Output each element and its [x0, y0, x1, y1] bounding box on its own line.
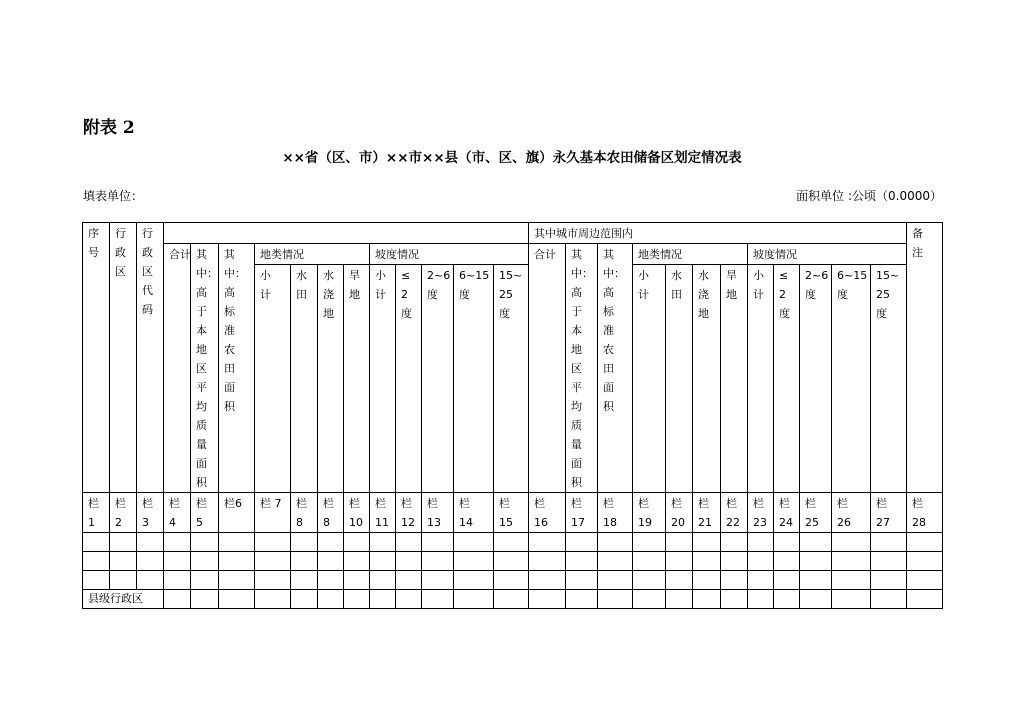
column-number-cell: 栏 13 [422, 493, 454, 533]
header-city-irrigated: 水 浇 地 [693, 265, 721, 493]
table-cell [832, 590, 871, 609]
table-cell [370, 571, 396, 590]
header-overall-high-standard: 其 中： 高 标 准 农 田 面 积 [219, 244, 255, 493]
table-cell [871, 552, 907, 571]
table-cell [529, 533, 566, 552]
data-row [83, 552, 943, 571]
table-cell [164, 552, 191, 571]
header-city-land-type: 地类情况 [633, 244, 748, 265]
table-cell [721, 552, 748, 571]
table-cell [494, 533, 529, 552]
table-cell [255, 571, 291, 590]
table-cell [291, 590, 318, 609]
table-cell [83, 552, 110, 571]
table-cell [721, 533, 748, 552]
table-cell [191, 533, 219, 552]
table-cell [721, 571, 748, 590]
column-number-cell: 栏 20 [666, 493, 693, 533]
column-number-cell: 栏 4 [164, 493, 191, 533]
table-cell [191, 590, 219, 609]
table-cell [832, 571, 871, 590]
table-cell [800, 552, 832, 571]
column-number-cell: 栏 1 [83, 493, 110, 533]
column-number-cell: 栏 19 [633, 493, 666, 533]
header-overall-slope-15-25: 15~ 25 度 [494, 265, 529, 493]
column-number-cell: 栏 27 [871, 493, 907, 533]
table-cell [344, 533, 370, 552]
table-cell [666, 571, 693, 590]
table-cell [318, 552, 344, 571]
column-number-cell: 栏 12 [396, 493, 422, 533]
county-total-label: 县级行政区 [83, 590, 164, 609]
column-number-cell: 栏 17 [566, 493, 598, 533]
header-row-1 [83, 223, 943, 244]
header-seq: 序 号 [83, 223, 110, 493]
table-cell [219, 590, 255, 609]
header-city-slope-subtotal: 小 计 [748, 265, 774, 493]
table-cell [454, 571, 494, 590]
header-city-land-subtotal: 小 计 [633, 265, 666, 493]
column-number-cell: 栏 15 [494, 493, 529, 533]
table-cell [454, 590, 494, 609]
table-cell [633, 552, 666, 571]
column-number-cell: 栏 21 [693, 493, 721, 533]
table-cell [907, 590, 943, 609]
header-overall-paddy: 水 田 [291, 265, 318, 493]
column-number-cell: 栏 23 [748, 493, 774, 533]
header-city-slope-6-15: 6~15 度 [832, 265, 871, 493]
header-overall-total: 合计 [164, 244, 191, 493]
table-cell [110, 571, 137, 590]
column-number-row [83, 493, 943, 533]
column-number-cell: 栏 8 [318, 493, 344, 533]
table-cell [344, 571, 370, 590]
table-cell [907, 571, 943, 590]
table-cell [598, 552, 633, 571]
table-cell [871, 533, 907, 552]
column-number-cell: 栏 28 [907, 493, 943, 533]
column-number-cell: 栏 24 [774, 493, 800, 533]
column-number-cell: 栏 22 [721, 493, 748, 533]
column-number-cell: 栏6 [219, 493, 255, 533]
table-cell [907, 533, 943, 552]
table-cell [832, 552, 871, 571]
header-remarks: 备 注 [907, 223, 943, 493]
column-number-cell: 栏 11 [370, 493, 396, 533]
storage-area-table [82, 222, 943, 609]
header-region-code: 行 政 区 代 码 [137, 223, 164, 493]
table-cell [83, 571, 110, 590]
table-cell [800, 533, 832, 552]
header-city-slope-le2: ≤ 2 度 [774, 265, 800, 493]
table-cell [566, 590, 598, 609]
table-cell [693, 571, 721, 590]
column-number-cell: 栏 25 [800, 493, 832, 533]
column-number-cell: 栏 2 [110, 493, 137, 533]
table-cell [832, 533, 871, 552]
table-cell [396, 590, 422, 609]
table-cell [693, 533, 721, 552]
header-city-group: 其中城市周边范围内 [529, 223, 907, 244]
header-overall-slope-6-15: 6~15 度 [454, 265, 494, 493]
table-cell [871, 571, 907, 590]
data-row [83, 571, 943, 590]
table-cell [774, 571, 800, 590]
table-cell [494, 571, 529, 590]
table-cell [191, 552, 219, 571]
table-cell [871, 590, 907, 609]
table-cell [774, 552, 800, 571]
table-cell [666, 590, 693, 609]
table-cell [748, 590, 774, 609]
column-number-cell: 栏 16 [529, 493, 566, 533]
header-overall-dryland: 旱 地 [344, 265, 370, 493]
header-region: 行 政 区 [110, 223, 137, 493]
column-number-cell: 栏 5 [191, 493, 219, 533]
table-cell [907, 552, 943, 571]
header-city-slope: 坡度情况 [748, 244, 907, 265]
header-overall-above-avg-quality: 其 中： 高 于 本 地 区 平 均 质 量 面 积 [191, 244, 219, 493]
column-number-cell: 栏 10 [344, 493, 370, 533]
header-city-total: 合计 [529, 244, 566, 493]
table-cell [318, 590, 344, 609]
table-cell [566, 552, 598, 571]
table-cell [494, 552, 529, 571]
header-city-slope-15-25: 15~ 25 度 [871, 265, 907, 493]
table-cell [454, 552, 494, 571]
table-cell [598, 571, 633, 590]
table-cell [318, 533, 344, 552]
header-overall-slope: 坡度情况 [370, 244, 529, 265]
table-cell [318, 571, 344, 590]
table-cell [370, 552, 396, 571]
area-unit-label: 面积单位 :公顷（0.0000） [796, 189, 942, 203]
header-row-2 [83, 244, 943, 265]
header-city-slope-2-6: 2~6 度 [800, 265, 832, 493]
header-overall-irrigated: 水 浇 地 [318, 265, 344, 493]
table-cell [164, 590, 191, 609]
table-cell [633, 571, 666, 590]
column-number-cell: 栏 3 [137, 493, 164, 533]
column-number-cell: 栏 14 [454, 493, 494, 533]
header-overall-slope-le2: ≤ 2 度 [396, 265, 422, 493]
table-cell [219, 552, 255, 571]
table-cell [566, 571, 598, 590]
header-overall-slope-2-6: 2~6 度 [422, 265, 454, 493]
table-cell [164, 571, 191, 590]
table-cell [748, 571, 774, 590]
table-cell [529, 571, 566, 590]
table-cell [693, 552, 721, 571]
table-cell [396, 552, 422, 571]
table-cell [255, 533, 291, 552]
table-cell [666, 533, 693, 552]
header-city-paddy: 水 田 [666, 265, 693, 493]
table-cell [219, 533, 255, 552]
county-total-row [83, 590, 943, 609]
table-cell [566, 533, 598, 552]
table-cell [598, 533, 633, 552]
table-cell [598, 590, 633, 609]
appendix-label: 附表 2 [83, 118, 135, 138]
table-cell [137, 533, 164, 552]
column-number-cell: 栏 18 [598, 493, 633, 533]
table-cell [800, 590, 832, 609]
table-cell [291, 571, 318, 590]
table-cell [83, 533, 110, 552]
header-overall-land-subtotal: 小 计 [255, 265, 291, 493]
table-cell [774, 590, 800, 609]
table-cell [255, 552, 291, 571]
header-city-dryland: 旱 地 [721, 265, 748, 493]
table-cell [633, 590, 666, 609]
header-city-above-avg-quality: 其 中： 高 于 本 地 区 平 均 质 量 面 积 [566, 244, 598, 493]
table-cell [291, 552, 318, 571]
column-number-cell: 栏 26 [832, 493, 871, 533]
table-cell [800, 571, 832, 590]
table-cell [633, 533, 666, 552]
table-cell [422, 533, 454, 552]
table-cell [191, 571, 219, 590]
table-cell [137, 571, 164, 590]
table-cell [529, 590, 566, 609]
table-cell [110, 533, 137, 552]
table-cell [422, 590, 454, 609]
table-cell [422, 571, 454, 590]
table-cell [110, 552, 137, 571]
table-cell [344, 552, 370, 571]
table-cell [454, 533, 494, 552]
table-cell [529, 552, 566, 571]
header-overall-group-blank [164, 223, 529, 244]
table-cell [494, 590, 529, 609]
filler-unit-label: 填表单位： [83, 189, 144, 203]
header-overall-slope-subtotal: 小 计 [370, 265, 396, 493]
column-number-cell: 栏 8 [291, 493, 318, 533]
table-cell [748, 533, 774, 552]
data-row [83, 533, 943, 552]
table-cell [370, 590, 396, 609]
header-overall-land-type: 地类情况 [255, 244, 370, 265]
table-cell [370, 533, 396, 552]
table-title: ××省（区、市）××市××县（市、区、旗）永久基本农田储备区划定情况表 [282, 150, 742, 166]
table-cell [219, 571, 255, 590]
table-cell [291, 533, 318, 552]
table-cell [396, 533, 422, 552]
table-cell [164, 533, 191, 552]
table-cell [422, 552, 454, 571]
table-cell [137, 552, 164, 571]
table-cell [666, 552, 693, 571]
table-cell [774, 533, 800, 552]
table-cell [748, 552, 774, 571]
table-cell [344, 590, 370, 609]
table-cell [693, 590, 721, 609]
table-cell [721, 590, 748, 609]
column-number-cell: 栏 7 [255, 493, 291, 533]
table-cell [396, 571, 422, 590]
header-city-high-standard: 其 中： 高 标 准 农 田 面 积 [598, 244, 633, 493]
table-cell [255, 590, 291, 609]
